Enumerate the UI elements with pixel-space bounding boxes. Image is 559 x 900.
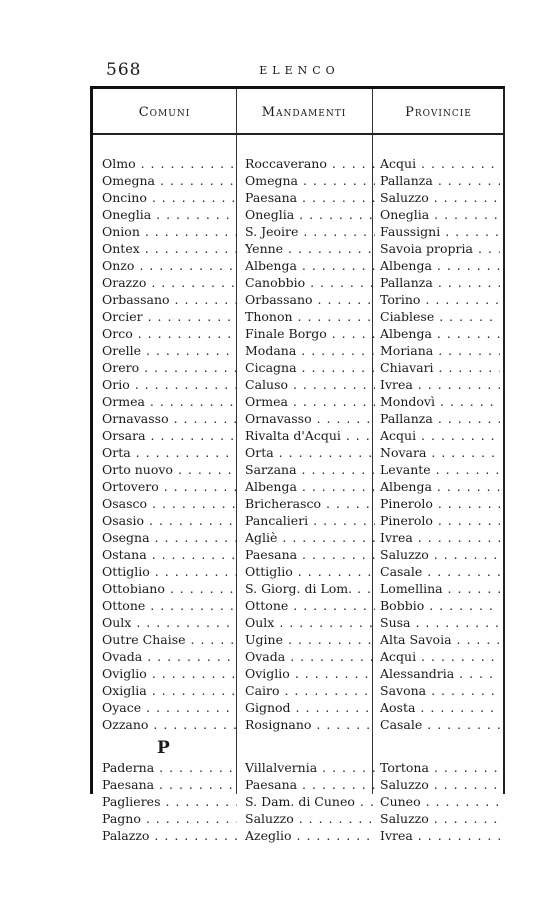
- provincia-cell: Savoia propria . .: [380, 240, 500, 257]
- mandamento-cell: Roccaverano . .: [245, 155, 375, 172]
- table-body: [93, 155, 503, 844]
- page-number: 568: [106, 60, 142, 80]
- table-row: [93, 810, 503, 827]
- provincia-cell: Acqui . .: [380, 155, 500, 172]
- comune-cell: Orta . .: [102, 444, 237, 461]
- provincia-cell: Pallanza . .: [380, 410, 500, 427]
- register-table: [90, 86, 505, 843]
- mandamento-cell: Agliè . .: [245, 529, 375, 546]
- mandamento-cell: Orta . .: [245, 444, 375, 461]
- provincia-cell: Ciablese . .: [380, 308, 500, 325]
- column-header-provincie: Provincie: [405, 105, 472, 120]
- provincia-cell: Susa . .: [380, 614, 500, 631]
- table-row: [93, 665, 503, 682]
- comune-cell: Omegna . .: [102, 172, 237, 189]
- comune-cell: Ottiglio . .: [102, 563, 237, 580]
- comune-cell: Ottobiano . .: [102, 580, 237, 597]
- mandamento-cell: Azeglio . .: [245, 827, 375, 844]
- mandamento-cell: Albenga . .: [245, 478, 375, 495]
- mandamento-cell: Albenga . .: [245, 257, 375, 274]
- table-row: [93, 427, 503, 444]
- provincia-cell: Casale . .: [380, 563, 500, 580]
- mandamento-cell: Oulx . .: [245, 614, 375, 631]
- mandamento-cell: Omegna . .: [245, 172, 375, 189]
- table-row: [93, 325, 503, 342]
- mandamento-cell: Canobbio . .: [245, 274, 375, 291]
- comune-cell: Osasio . .: [102, 512, 237, 529]
- mandamento-cell: Ornavasso . .: [245, 410, 375, 427]
- provincia-cell: Chiavari . .: [380, 359, 500, 376]
- provincia-cell: Alessandria . .: [380, 665, 500, 682]
- comune-cell: Osasco . .: [102, 495, 237, 512]
- mandamento-cell: Orbassano . .: [245, 291, 375, 308]
- mandamento-cell: Ottiglio . .: [245, 563, 375, 580]
- provincia-cell: Acqui . .: [380, 648, 500, 665]
- provincia-cell: Acqui . .: [380, 427, 500, 444]
- comune-cell: Ormea . .: [102, 393, 237, 410]
- comune-cell: Onzo . .: [102, 257, 237, 274]
- provincia-cell: Saluzzo . .: [380, 189, 500, 206]
- table-row: [93, 759, 503, 776]
- comune-cell: Orto nuovo . .: [102, 461, 237, 478]
- table-row: [93, 308, 503, 325]
- table-row: [93, 597, 503, 614]
- provincia-cell: Pinerolo . .: [380, 512, 500, 529]
- section-letter: P: [157, 738, 170, 758]
- table-row: [93, 546, 503, 563]
- mandamento-cell: Gignod . .: [245, 699, 375, 716]
- table-row: [93, 291, 503, 308]
- table-row: [93, 699, 503, 716]
- table-row: [93, 580, 503, 597]
- table-row: [93, 189, 503, 206]
- comune-cell: Orbassano . .: [102, 291, 237, 308]
- comune-cell: Ovada . .: [102, 648, 237, 665]
- comune-cell: Paesana . .: [102, 776, 237, 793]
- table-row: [93, 223, 503, 240]
- comune-cell: Orero . .: [102, 359, 237, 376]
- mandamento-cell: Oneglia . .: [245, 206, 375, 223]
- mandamento-cell: Sarzana . .: [245, 461, 375, 478]
- mandamento-cell: Thonon . .: [245, 308, 375, 325]
- provincia-cell: Lomellina . .: [380, 580, 500, 597]
- provincia-cell: Novara . .: [380, 444, 500, 461]
- table-row: [93, 614, 503, 631]
- comune-cell: Oncino . .: [102, 189, 237, 206]
- provincia-cell: Ivrea . .: [380, 376, 500, 393]
- mandamento-cell: Cicagna . .: [245, 359, 375, 376]
- table-row: [93, 461, 503, 478]
- table-row: [93, 274, 503, 291]
- comune-cell: Orcier . .: [102, 308, 237, 325]
- comune-cell: Outre Chaise . .: [102, 631, 237, 648]
- provincia-cell: Albenga . .: [380, 257, 500, 274]
- mandamento-cell: Oviglio . .: [245, 665, 375, 682]
- comune-cell: Oviglio . .: [102, 665, 237, 682]
- comune-cell: Oyace . .: [102, 699, 237, 716]
- table-row: [93, 393, 503, 410]
- page-header: ELENCO: [259, 64, 340, 77]
- column-header-comuni: Comuni: [138, 105, 191, 120]
- provincia-cell: Saluzzo . .: [380, 546, 500, 563]
- table-row: [93, 495, 503, 512]
- table-row: [93, 529, 503, 546]
- mandamento-cell: Ovada . .: [245, 648, 375, 665]
- mandamento-cell: Paesana . .: [245, 546, 375, 563]
- provincia-cell: Mondovì . .: [380, 393, 500, 410]
- table-row: [93, 716, 503, 733]
- table-row: [93, 172, 503, 189]
- mandamento-cell: Cairo . .: [245, 682, 375, 699]
- provincia-cell: Pallanza . .: [380, 274, 500, 291]
- comune-cell: Ottone . .: [102, 597, 237, 614]
- table-row: [93, 240, 503, 257]
- comune-cell: Orio . .: [102, 376, 237, 393]
- table-row: [93, 478, 503, 495]
- comune-cell: Orco . .: [102, 325, 237, 342]
- mandamento-cell: Paesana . .: [245, 189, 375, 206]
- provincia-cell: Albenga . .: [380, 325, 500, 342]
- mandamento-cell: Ugine . .: [245, 631, 375, 648]
- comune-cell: Ortovero . .: [102, 478, 237, 495]
- table-row: [93, 206, 503, 223]
- mandamento-cell: Bricherasco . .: [245, 495, 375, 512]
- comune-cell: Pagno . .: [102, 810, 237, 827]
- table-row: [93, 512, 503, 529]
- table-row: [93, 827, 503, 844]
- mandamento-cell: Rosignano . .: [245, 716, 375, 733]
- provincia-cell: Albenga . .: [380, 478, 500, 495]
- provincia-cell: Ivrea . .: [380, 529, 500, 546]
- comune-cell: Ontex . .: [102, 240, 237, 257]
- comune-cell: Osegna . .: [102, 529, 237, 546]
- mandamento-cell: Saluzzo . .: [245, 810, 375, 827]
- provincia-cell: Pinerolo . .: [380, 495, 500, 512]
- comune-cell: Palazzo . .: [102, 827, 237, 844]
- comune-cell: Onion . .: [102, 223, 237, 240]
- table-row: [93, 410, 503, 427]
- table-row: [93, 342, 503, 359]
- comune-cell: Ostana . .: [102, 546, 237, 563]
- mandamento-cell: Finale Borgo . .: [245, 325, 375, 342]
- comune-cell: Orazzo . .: [102, 274, 237, 291]
- table-row: [93, 444, 503, 461]
- table-row: [93, 776, 503, 793]
- table-row: [93, 359, 503, 376]
- comune-cell: Oxiglia . .: [102, 682, 237, 699]
- comune-cell: Ornavasso . .: [102, 410, 237, 427]
- table-row: [93, 257, 503, 274]
- mandamento-cell: S. Jeoire . .: [245, 223, 375, 240]
- table-row: [93, 648, 503, 665]
- column-header-mandamenti: Mandamenti: [261, 105, 347, 120]
- mandamento-cell: Rivalta d'Acqui . .: [245, 427, 375, 444]
- provincia-cell: Tortona . .: [380, 759, 500, 776]
- provincia-cell: Pallanza . .: [380, 172, 500, 189]
- provincia-cell: Alta Savoia . .: [380, 631, 500, 648]
- provincia-cell: Cuneo . .: [380, 793, 500, 810]
- provincia-cell: Aosta . .: [380, 699, 500, 716]
- table-row: [93, 682, 503, 699]
- provincia-cell: Torino . .: [380, 291, 500, 308]
- provincia-cell: Saluzzo . .: [380, 776, 500, 793]
- provincia-cell: Faussigni . .: [380, 223, 500, 240]
- mandamento-cell: Yenne . .: [245, 240, 375, 257]
- mandamento-cell: Caluso . .: [245, 376, 375, 393]
- provincia-cell: Moriana . .: [380, 342, 500, 359]
- comune-cell: Oneglia . .: [102, 206, 237, 223]
- table-row: [93, 563, 503, 580]
- mandamento-cell: Pancalieri . .: [245, 512, 375, 529]
- provincia-cell: Casale . .: [380, 716, 500, 733]
- table-header: [93, 93, 503, 135]
- comune-cell: Oulx . .: [102, 614, 237, 631]
- provincia-cell: Oneglia . .: [380, 206, 500, 223]
- provincia-cell: Saluzzo . .: [380, 810, 500, 827]
- comune-cell: Orsara . .: [102, 427, 237, 444]
- provincia-cell: Levante . .: [380, 461, 500, 478]
- comune-cell: Paderna . .: [102, 759, 237, 776]
- comune-cell: Paglieres . .: [102, 793, 237, 810]
- mandamento-cell: Paesana . .: [245, 776, 375, 793]
- comune-cell: Olmo . .: [102, 155, 237, 172]
- mandamento-cell: S. Dam. di Cuneo . .: [245, 793, 375, 810]
- mandamento-cell: Modana . .: [245, 342, 375, 359]
- mandamento-cell: Ormea . .: [245, 393, 375, 410]
- mandamento-cell: Ottone . .: [245, 597, 375, 614]
- provincia-cell: Savona . .: [380, 682, 500, 699]
- table-row: [93, 376, 503, 393]
- mandamento-cell: S. Giorg. di Lom. . .: [245, 580, 375, 597]
- mandamento-cell: Villalvernia . .: [245, 759, 375, 776]
- comune-cell: Orelle . .: [102, 342, 237, 359]
- provincia-cell: Ivrea . .: [380, 827, 500, 844]
- table-row: [93, 155, 503, 172]
- comune-cell: Ozzano . .: [102, 716, 237, 733]
- table-row: [93, 631, 503, 648]
- provincia-cell: Bobbio . .: [380, 597, 500, 614]
- table-row: [93, 793, 503, 810]
